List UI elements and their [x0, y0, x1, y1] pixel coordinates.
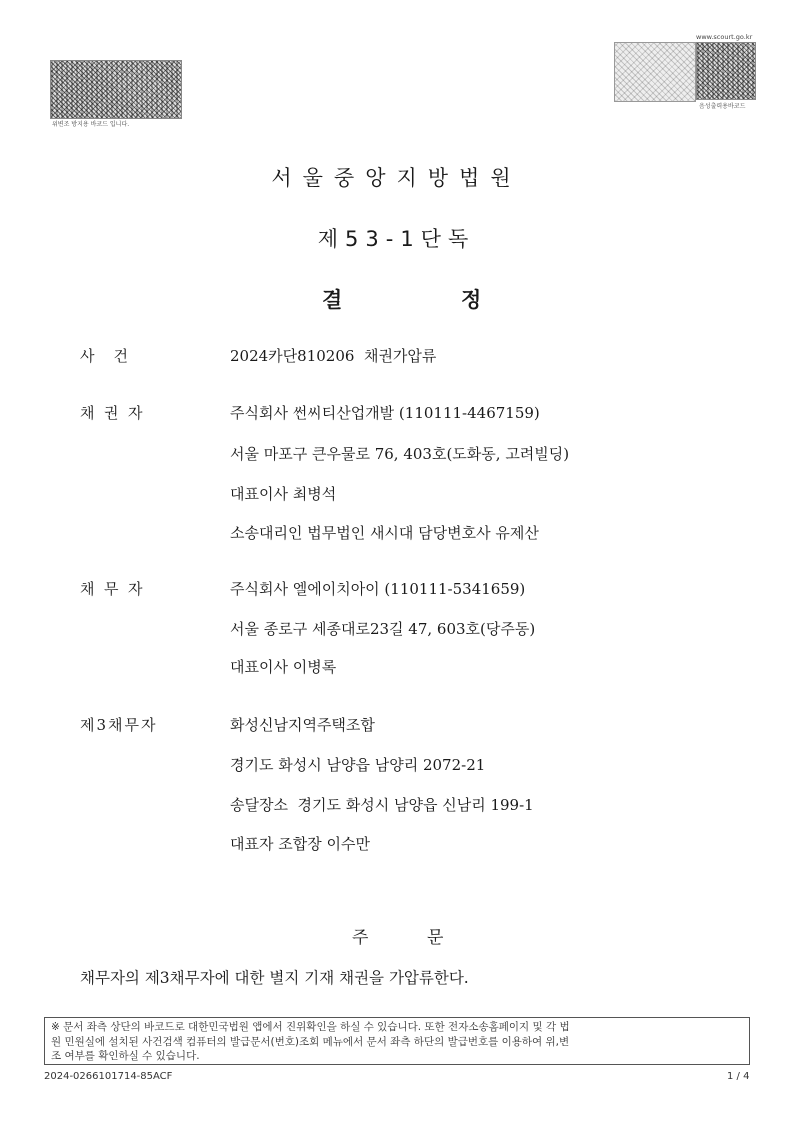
anti-forgery-barcode [50, 60, 182, 119]
verification-notice [44, 1017, 750, 1065]
debtor-label: 채 무 자 [80, 580, 143, 598]
order-heading-left: 주 [352, 928, 369, 948]
creditor-attorney: 소송대리인 법무법인 새시대 담당변호사 유제산 [230, 524, 539, 542]
site-url: www.scourt.go.kr [696, 33, 753, 41]
decision-title-left: 결 [322, 288, 343, 312]
case-label-text: 사 건 [80, 347, 129, 365]
anti-forgery-barcode-caption: 위변조 방지용 바코드 입니다. [52, 121, 130, 128]
order-heading-right: 문 [427, 928, 444, 948]
court-name: 서울중앙지방법원 [271, 166, 522, 190]
page-number: 1 / 4 [727, 1071, 750, 1082]
third-debtor-representative: 대표자 조합장 이수만 [230, 835, 370, 853]
case-label [80, 345, 172, 366]
notice-line-2: 원 민원실에 설치된 사건검색 컴퓨터의 발급문서(번호)조회 메뉴에서 문서 좌측 하단의 발급번호를 이용하여 위,변 [51, 1035, 570, 1048]
third-debtor-name: 화성신남지역주택조합 [230, 716, 375, 734]
notice-line-1: ※ 문서 좌측 상단의 바코드로 대한민국법원 앱에서 진위확인을 하실 수 있습니다. 또한 전자소송홈페이지 및 각 법 [51, 1021, 570, 1033]
third-debtor-service-address: 송달장소 경기도 화성시 남양읍 신남리 199-1 [230, 796, 534, 814]
issue-number: 2024-0266101714-85ACF [44, 1071, 173, 1082]
creditor-label: 채 권 자 [80, 404, 143, 422]
voice-output-barcode-shadow [614, 42, 696, 102]
third-debtor-label: 제3채무자 [80, 716, 158, 734]
notice-line-3: 조 여부를 확인하실 수 있습니다. [51, 1050, 200, 1062]
case-number: 2024카단810206 채권가압류 [230, 347, 437, 365]
creditor-name: 주식회사 썬씨티산업개발 (110111-4467159) [230, 404, 540, 422]
voice-output-barcode-caption: 음성출력용바코드 [699, 103, 746, 110]
creditor-representative: 대표이사 최병석 [230, 485, 337, 503]
debtor-address: 서울 종로구 세종대로23길 47, 603호(당주동) [230, 620, 536, 638]
voice-output-barcode [696, 42, 756, 100]
third-debtor-address: 경기도 화성시 남양읍 남양리 2072-21 [230, 756, 486, 774]
division: 제53-1단독 [317, 227, 476, 251]
debtor-representative: 대표이사 이병록 [230, 658, 337, 676]
order-text: 채무자의 제3채무자에 대한 별지 기재 채권을 가압류한다. [80, 969, 469, 987]
decision-title-right: 정 [461, 288, 482, 312]
creditor-address: 서울 마포구 큰우물로 76, 403호(도화동, 고려빌딩) [230, 445, 570, 463]
debtor-name: 주식회사 엘에이치아이 (110111-5341659) [230, 580, 526, 598]
